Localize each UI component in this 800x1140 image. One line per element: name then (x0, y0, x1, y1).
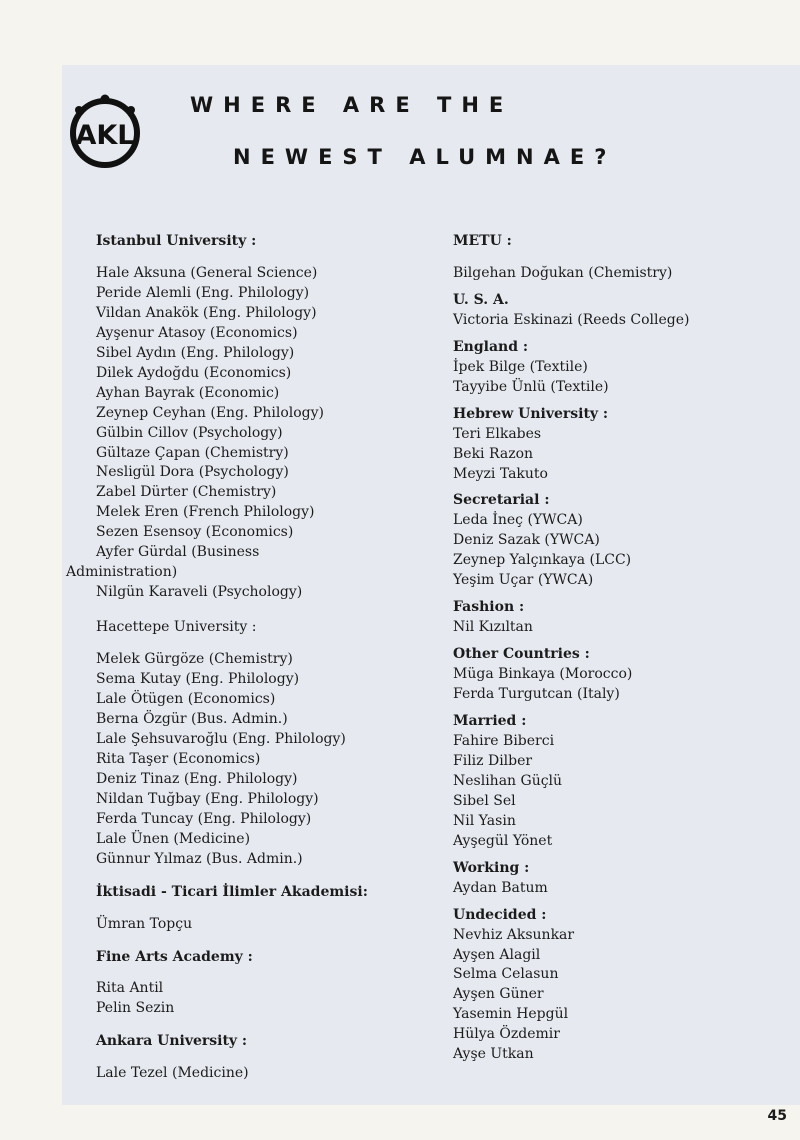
section-heading-fashion: Fashion : (453, 599, 525, 616)
list-item: Vildan Anakök (Eng. Philology) (96, 304, 317, 321)
section-heading-england: England : (453, 338, 529, 355)
page-title-line-2: NEWEST ALUMNAE? (233, 145, 617, 169)
section-heading-iktisadi: İktisadi - Ticari İlimler Akademisi: (96, 883, 368, 900)
list-item: Berna Özgür (Bus. Admin.) (96, 710, 288, 727)
list-item: Ferda Turgutcan (Italy) (453, 686, 620, 703)
section-heading-usa: U. S. A. (453, 291, 509, 308)
list-item: Ferda Tuncay (Eng. Philology) (96, 810, 312, 827)
list-item: Deniz Sazak (YWCA) (453, 532, 600, 549)
list-item: Bilgehan Doğukan (Chemistry) (453, 264, 673, 281)
section-heading-working: Working : (453, 859, 530, 876)
list-item: Lale Ötügen (Economics) (96, 691, 276, 708)
list-item: Deniz Tinaz (Eng. Philology) (96, 770, 298, 787)
list-item: Aydan Batum (453, 879, 548, 896)
list-item: Ayşe Utkan (453, 1046, 534, 1063)
list-item: Zeynep Yalçınkaya (LCC) (453, 552, 632, 569)
list-item: Yeşim Uçar (YWCA) (453, 572, 594, 589)
list-item: Melek Eren (French Philology) (96, 504, 315, 521)
list-item: Müga Binkaya (Morocco) (453, 666, 633, 683)
list-item: Beki Razon (453, 445, 534, 462)
list-item: Selma Celasun (453, 966, 559, 983)
section-heading-metu: METU : (453, 233, 512, 249)
list-item: Zeynep Ceyhan (Eng. Philology) (96, 404, 324, 421)
logo-text: AKL (75, 120, 135, 151)
list-item: Neslihan Güçlü (453, 772, 563, 789)
list-item: Ayşegül Yönet (453, 832, 553, 849)
list-item: Ayfer Gürdal (Business Administration) (66, 544, 260, 581)
list-item: Nil Yasin (453, 812, 516, 829)
list-item: Rita Antil (96, 980, 164, 997)
page-title-line-1: WHERE ARE THE (190, 93, 514, 117)
list-item: Teri Elkabes (453, 425, 542, 442)
list-item: Hale Aksuna (General Science) (96, 264, 318, 281)
list-item: Melek Gürgöze (Chemistry) (96, 651, 293, 668)
list-item: Victoria Eskinazi (Reeds College) (453, 311, 690, 328)
list-item: Lale Ünen (Medicine) (96, 830, 251, 847)
list-item: Ayşen Güner (453, 986, 544, 1003)
metu-list (453, 264, 793, 284)
istanbul-list (66, 264, 381, 603)
list-item: Meyzi Takuto (453, 465, 548, 482)
section-heading-undecided: Undecided : (453, 906, 547, 923)
list-item: Gülbin Cillov (Psychology) (96, 424, 283, 441)
list-item: Nil Kızıltan (453, 619, 533, 636)
list-item: Ümran Topçu (96, 915, 193, 932)
list-item: Nesligül Dora (Psychology) (96, 464, 289, 481)
section-heading-secretarial: Secretarial : (453, 492, 550, 509)
list-item: Pelin Sezin (96, 1000, 175, 1017)
list-item: Nilgün Karaveli (Psychology) (96, 584, 303, 601)
list-item: Zabel Dürter (Chemistry) (96, 484, 277, 501)
section-heading-hacettepe: Hacettepe University : (96, 619, 257, 636)
list-item: Lale Şehsuvaroğlu (Eng. Philology) (96, 730, 346, 747)
list-item: Gültaze Çapan (Chemistry) (96, 444, 289, 461)
list-item: Rita Taşer (Economics) (96, 750, 261, 767)
fine-arts-list (66, 979, 381, 1019)
list-item: Ayşen Alagil (453, 946, 541, 963)
section-heading-other-countries: Other Countries : (453, 646, 590, 663)
list-item: Ayhan Bayrak (Economic) (96, 384, 280, 401)
school-logo-icon (66, 90, 144, 170)
right-column (453, 232, 793, 1065)
list-item: Günnur Yılmaz (Bus. Admin.) (96, 850, 303, 867)
list-item: Tayyibe Ünlü (Textile) (453, 378, 609, 395)
hacettepe-list (66, 650, 381, 869)
page-number: 45 (767, 1108, 787, 1124)
list-item: Nildan Tuğbay (Eng. Philology) (96, 790, 319, 807)
left-column (66, 232, 381, 1084)
list-item: Ayşenur Atasoy (Economics) (96, 324, 298, 341)
list-item: İpek Bilge (Textile) (453, 358, 588, 375)
list-item: Hülya Özdemir (453, 1026, 560, 1043)
section-heading-hebrew: Hebrew University : (453, 405, 609, 422)
list-item: Filiz Dilber (453, 752, 533, 769)
list-item: Fahire Biberci (453, 732, 555, 749)
section-heading-fine-arts: Fine Arts Academy : (96, 948, 253, 965)
section-heading-married: Married : (453, 713, 527, 730)
list-item: Nevhiz Aksunkar (453, 926, 575, 943)
list-item: Dilek Aydoğdu (Economics) (96, 364, 292, 381)
list-item: Yasemin Hepgül (453, 1006, 569, 1023)
list-item: Sibel Sel (453, 792, 516, 809)
section-heading-ankara: Ankara University : (96, 1033, 248, 1050)
list-item: Peride Alemli (Eng. Philology) (96, 284, 310, 301)
list-item: Sibel Aydın (Eng. Philology) (96, 344, 295, 361)
list-item: Sema Kutay (Eng. Philology) (96, 671, 300, 688)
list-item: Lale Tezel (Medicine) (96, 1065, 249, 1082)
section-heading-istanbul: Istanbul University : (96, 233, 257, 249)
list-item: Leda İneç (YWCA) (453, 512, 583, 529)
list-item: Sezen Esensoy (Economics) (96, 524, 294, 541)
